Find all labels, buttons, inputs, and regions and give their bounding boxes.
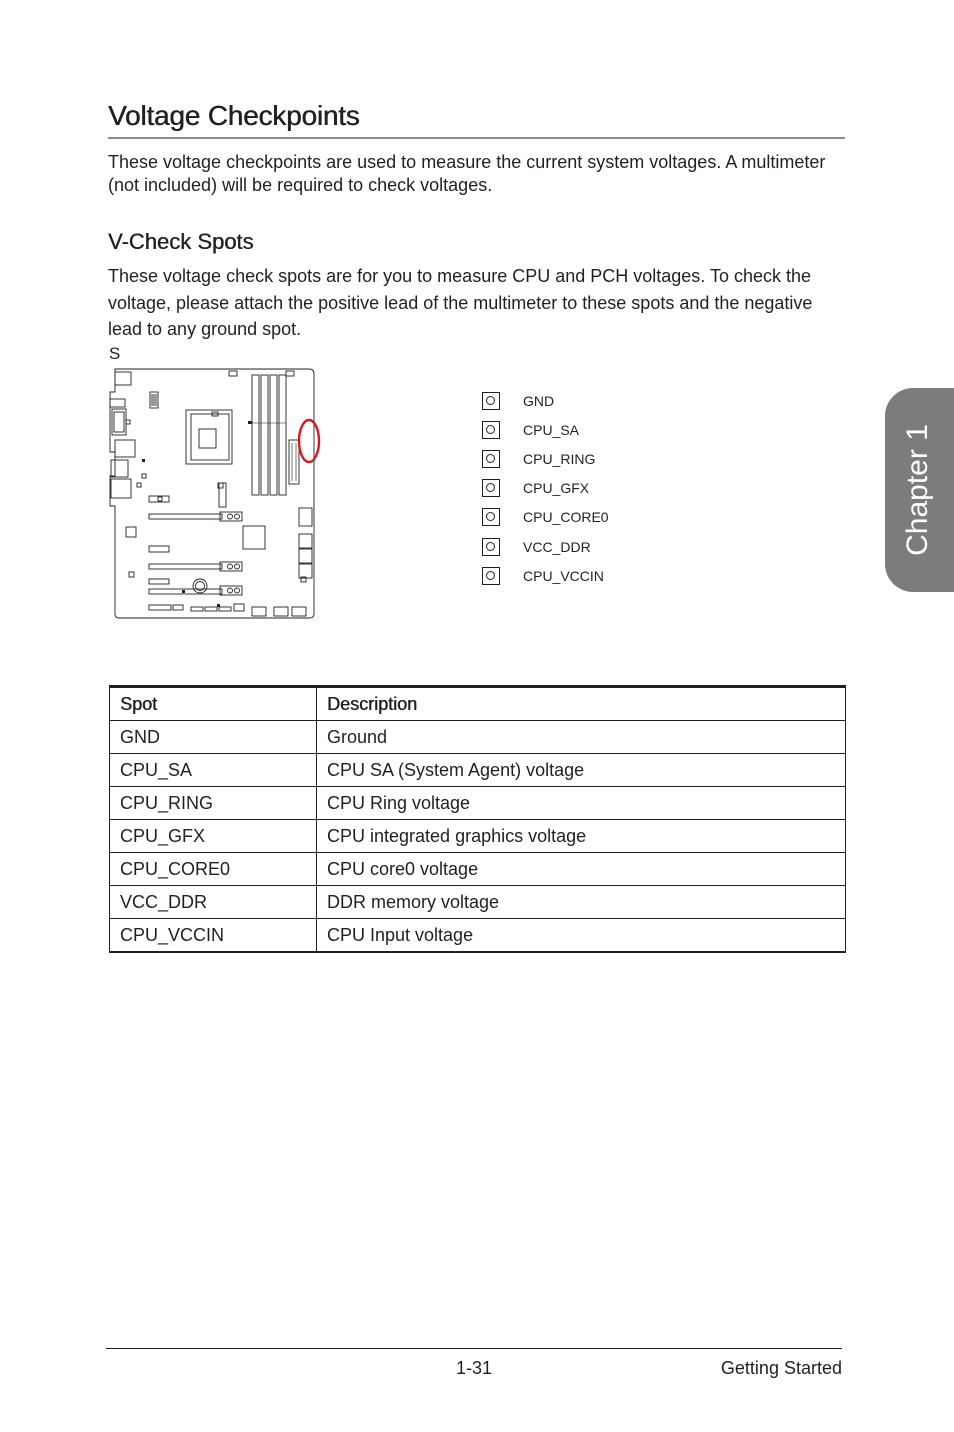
spots-table (109, 685, 846, 953)
checkpoint-icon (482, 508, 500, 526)
page-number: 1-31 (456, 1358, 493, 1378)
description-cell: CPU core0 voltage (317, 853, 846, 886)
spot-cell: CPU_VCCIN (110, 919, 317, 953)
table-row (110, 787, 846, 820)
description-cell: CPU integrated graphics voltage (317, 820, 846, 853)
spot-cell: GND (110, 721, 317, 754)
stray-mark: S (109, 344, 121, 363)
footer-rule (106, 1348, 842, 1349)
spot-cell: VCC_DDR (110, 886, 317, 919)
title-underline (108, 137, 845, 139)
table-row (110, 919, 846, 953)
section-paragraph: These voltage check spots are for you to measure CPU and PCH voltages. To check the voltage, please attach the positive lead of the multimeter to these spots and the negative lead to any ground spot. (108, 266, 813, 339)
table-header-row (110, 687, 846, 721)
checkpoint-icon (482, 538, 500, 556)
spot-cell: CPU_RING (110, 787, 317, 820)
checkpoint-icon (482, 392, 500, 410)
description-cell: CPU Ring voltage (317, 787, 846, 820)
intro-paragraph: These voltage checkpoints are used to measure the current system voltages. A multimeter (not included) will be required to check voltages. (108, 152, 826, 195)
table-row (110, 820, 846, 853)
description-cell: CPU Input voltage (317, 919, 846, 953)
description-cell: CPU SA (System Agent) voltage (317, 754, 846, 787)
checkpoint-icon (482, 479, 500, 497)
page-title: Voltage Checkpoints (108, 100, 360, 131)
spot-cell: CPU_SA (110, 754, 317, 787)
checkpoint-icon (482, 421, 500, 439)
checkpoint-icon (482, 567, 500, 585)
column-header-spot: Spot (110, 687, 317, 721)
section-heading: V-Check Spots (108, 229, 254, 254)
table-row (110, 853, 846, 886)
table-row (110, 754, 846, 787)
table-row (110, 721, 846, 754)
chapter-tab-label: Chapter 1 (901, 424, 934, 556)
spot-cell: CPU_CORE0 (110, 853, 317, 886)
column-header-description: Description (317, 687, 846, 721)
table-row (110, 886, 846, 919)
spot-cell: CPU_GFX (110, 820, 317, 853)
footer-section-title: Getting Started (720, 1358, 842, 1378)
description-cell: DDR memory voltage (317, 886, 846, 919)
vcheck-highlight-ellipse (299, 420, 319, 462)
motherboard-diagram (106, 366, 321, 622)
checkpoint-icon (482, 450, 500, 468)
description-cell: Ground (317, 721, 846, 754)
